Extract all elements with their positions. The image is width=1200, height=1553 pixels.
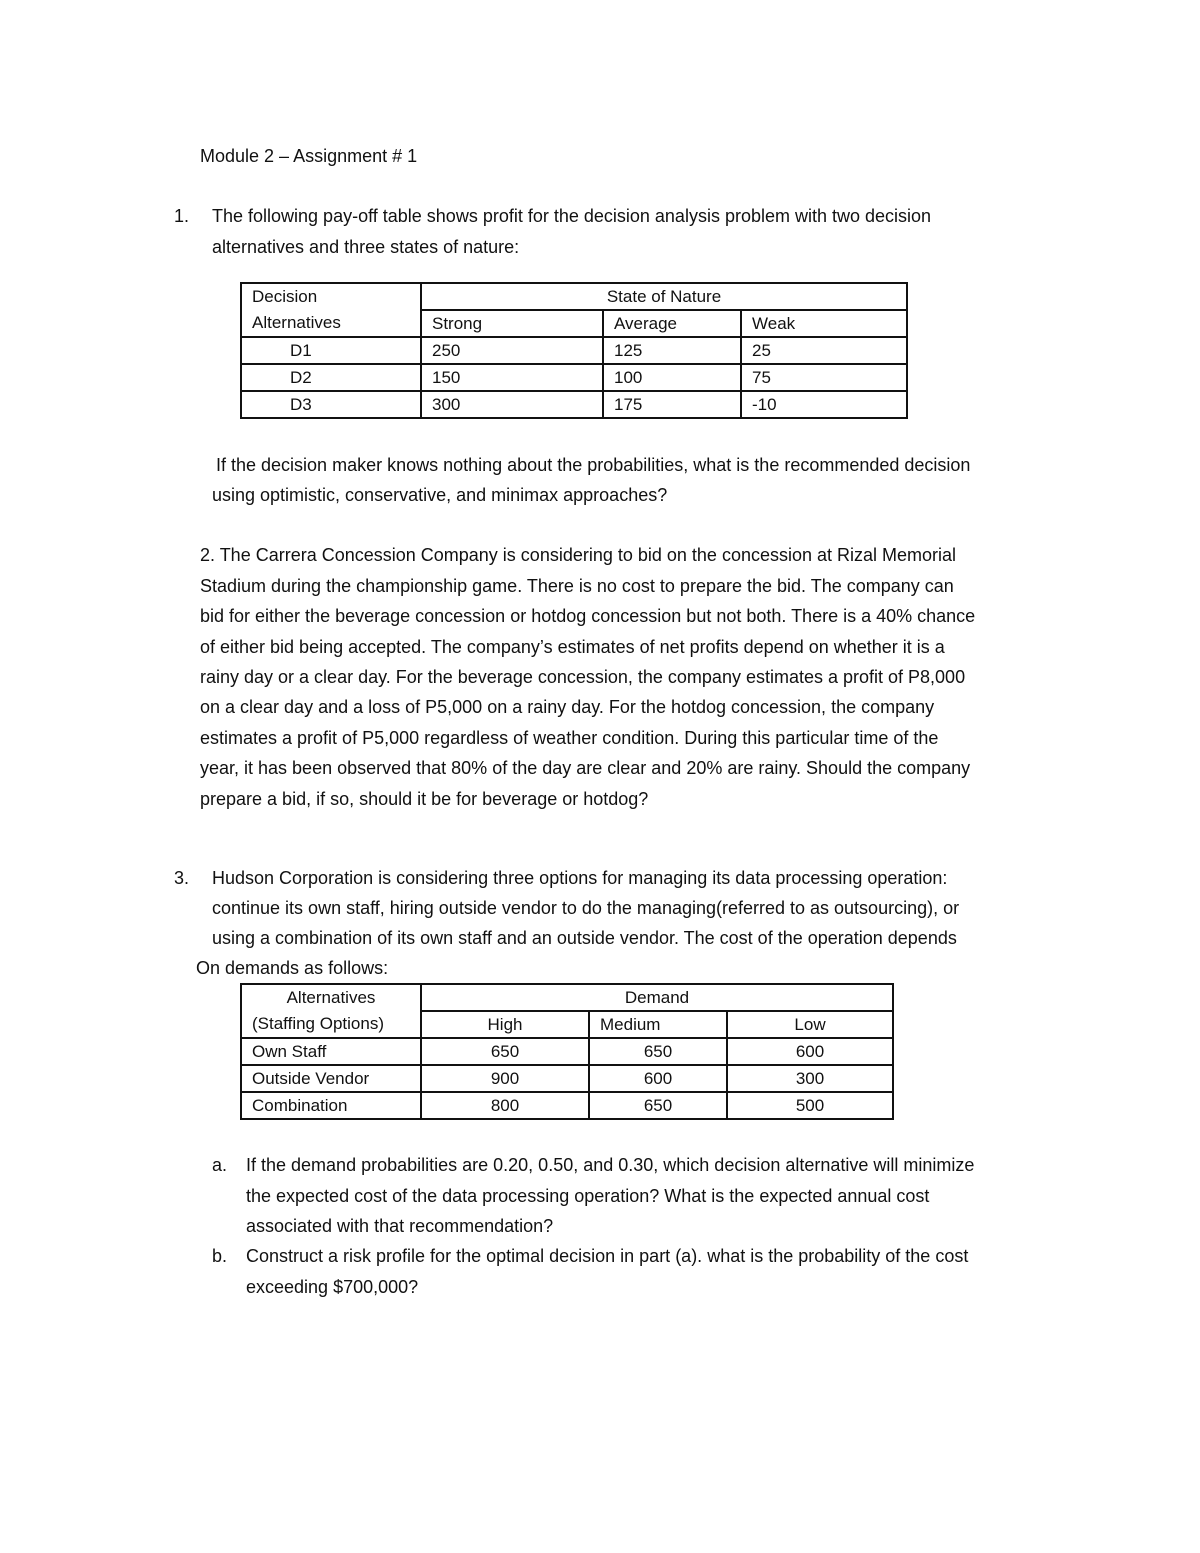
table-cell: 250: [421, 337, 603, 364]
table-row: [241, 391, 907, 418]
page-title: Module 2 – Assignment # 1: [200, 146, 418, 166]
q1-text-line2: alternatives and three states of nature:: [212, 237, 520, 257]
table-cell: 600: [727, 1038, 893, 1065]
cost-table: [240, 983, 894, 1120]
q2-line: rainy day or a clear day. For the beverage concession, the company estimates a profit of P8,000: [200, 667, 966, 687]
table-cell: -10: [741, 391, 907, 418]
q1-text-line1: The following pay-off table shows profit for the decision analysis problem with two decision: [212, 206, 932, 226]
table-row: [241, 337, 907, 364]
table-row: [241, 1038, 893, 1065]
column-header: Strong: [421, 310, 603, 337]
table-cell: 900: [421, 1065, 589, 1092]
q3a-line2: the expected cost of the data processing operation? What is the expected annual cost: [246, 1186, 930, 1206]
q1-number: 1.: [174, 206, 190, 226]
q1-question-line2: using optimistic, conservative, and minimax approaches?: [212, 485, 668, 505]
q3-text-line4: On demands as follows:: [196, 958, 389, 978]
q2-line: bid for either the beverage concession or hotdog concession but not both. There is a 40% chance: [200, 606, 976, 626]
q2-line: 2. The Carrera Concession Company is considering to bid on the concession at Rizal Memorial: [200, 545, 957, 565]
table-cell: 125: [603, 337, 741, 364]
table-cell: 650: [589, 1092, 727, 1119]
table-cell: 800: [421, 1092, 589, 1119]
column-header: Medium: [589, 1011, 727, 1038]
q2-line: Stadium during the championship game. There is no cost to prepare the bid. The company can: [200, 576, 954, 596]
table-row: [241, 1065, 893, 1092]
q2-line: year, it has been observed that 80% of the day are clear and 20% are rainy. Should the company: [200, 758, 971, 778]
q3a-line1: If the demand probabilities are 0.20, 0.50, and 0.30, which decision alternative will minimize: [246, 1155, 975, 1175]
table-header-left-1: Alternatives: [241, 984, 421, 1011]
table-cell: 25: [741, 337, 907, 364]
q3b-line1: Construct a risk profile for the optimal decision in part (a). what is the probability of the cost: [246, 1246, 969, 1266]
q3-number: 3.: [174, 868, 190, 888]
table-cell: 600: [589, 1065, 727, 1092]
row-label: D1: [241, 337, 421, 364]
q3a-line3: associated with that recommendation?: [246, 1216, 554, 1236]
row-label: Outside Vendor: [241, 1065, 421, 1092]
row-label: Own Staff: [241, 1038, 421, 1065]
row-label: D2: [241, 364, 421, 391]
payoff-table: [240, 282, 908, 419]
column-header: Weak: [741, 310, 907, 337]
table-cell: 175: [603, 391, 741, 418]
table-row: [241, 1092, 893, 1119]
row-label: Combination: [241, 1092, 421, 1119]
q3b-label: b.: [212, 1246, 228, 1266]
row-label: D3: [241, 391, 421, 418]
q3-text-line3: using a combination of its own staff and an outside vendor. The cost of the operation depends: [212, 928, 957, 948]
q3-text-line1: Hudson Corporation is considering three options for managing its data processing operation:: [212, 868, 948, 888]
table-cell: 500: [727, 1092, 893, 1119]
q1-question-line1: If the decision maker knows nothing about the probabilities, what is the recommended decision: [216, 455, 971, 475]
column-header: Low: [727, 1011, 893, 1038]
q3b-line2: exceeding $700,000?: [246, 1277, 419, 1297]
table-group-header: Demand: [421, 984, 893, 1011]
table-cell: 150: [421, 364, 603, 391]
table-cell: 75: [741, 364, 907, 391]
table-header-left-1: Decision: [241, 283, 421, 310]
q2-line: estimates a profit of P5,000 regardless of weather condition. During this particular time of the: [200, 728, 939, 748]
table-cell: 650: [589, 1038, 727, 1065]
q2-line: of either bid being accepted. The company’s estimates of net profits depend on whether it is a: [200, 637, 945, 657]
table-row: [241, 364, 907, 391]
table-group-header: State of Nature: [421, 283, 907, 310]
table-header-left-2: (Staffing Options): [241, 1011, 421, 1038]
table-cell: 100: [603, 364, 741, 391]
column-header: High: [421, 1011, 589, 1038]
q2-line: prepare a bid, if so, should it be for beverage or hotdog?: [200, 789, 649, 809]
q2-line: on a clear day and a loss of P5,000 on a rainy day. For the hotdog concession, the company: [200, 697, 935, 717]
table-cell: 300: [421, 391, 603, 418]
q3-text-line2: continue its own staff, hiring outside vendor to do the managing(referred to as outsourcing), or: [212, 898, 960, 918]
table-cell: 650: [421, 1038, 589, 1065]
table-header-left-2: Alternatives: [241, 310, 421, 337]
q3a-label: a.: [212, 1155, 228, 1175]
column-header: Average: [603, 310, 741, 337]
table-cell: 300: [727, 1065, 893, 1092]
